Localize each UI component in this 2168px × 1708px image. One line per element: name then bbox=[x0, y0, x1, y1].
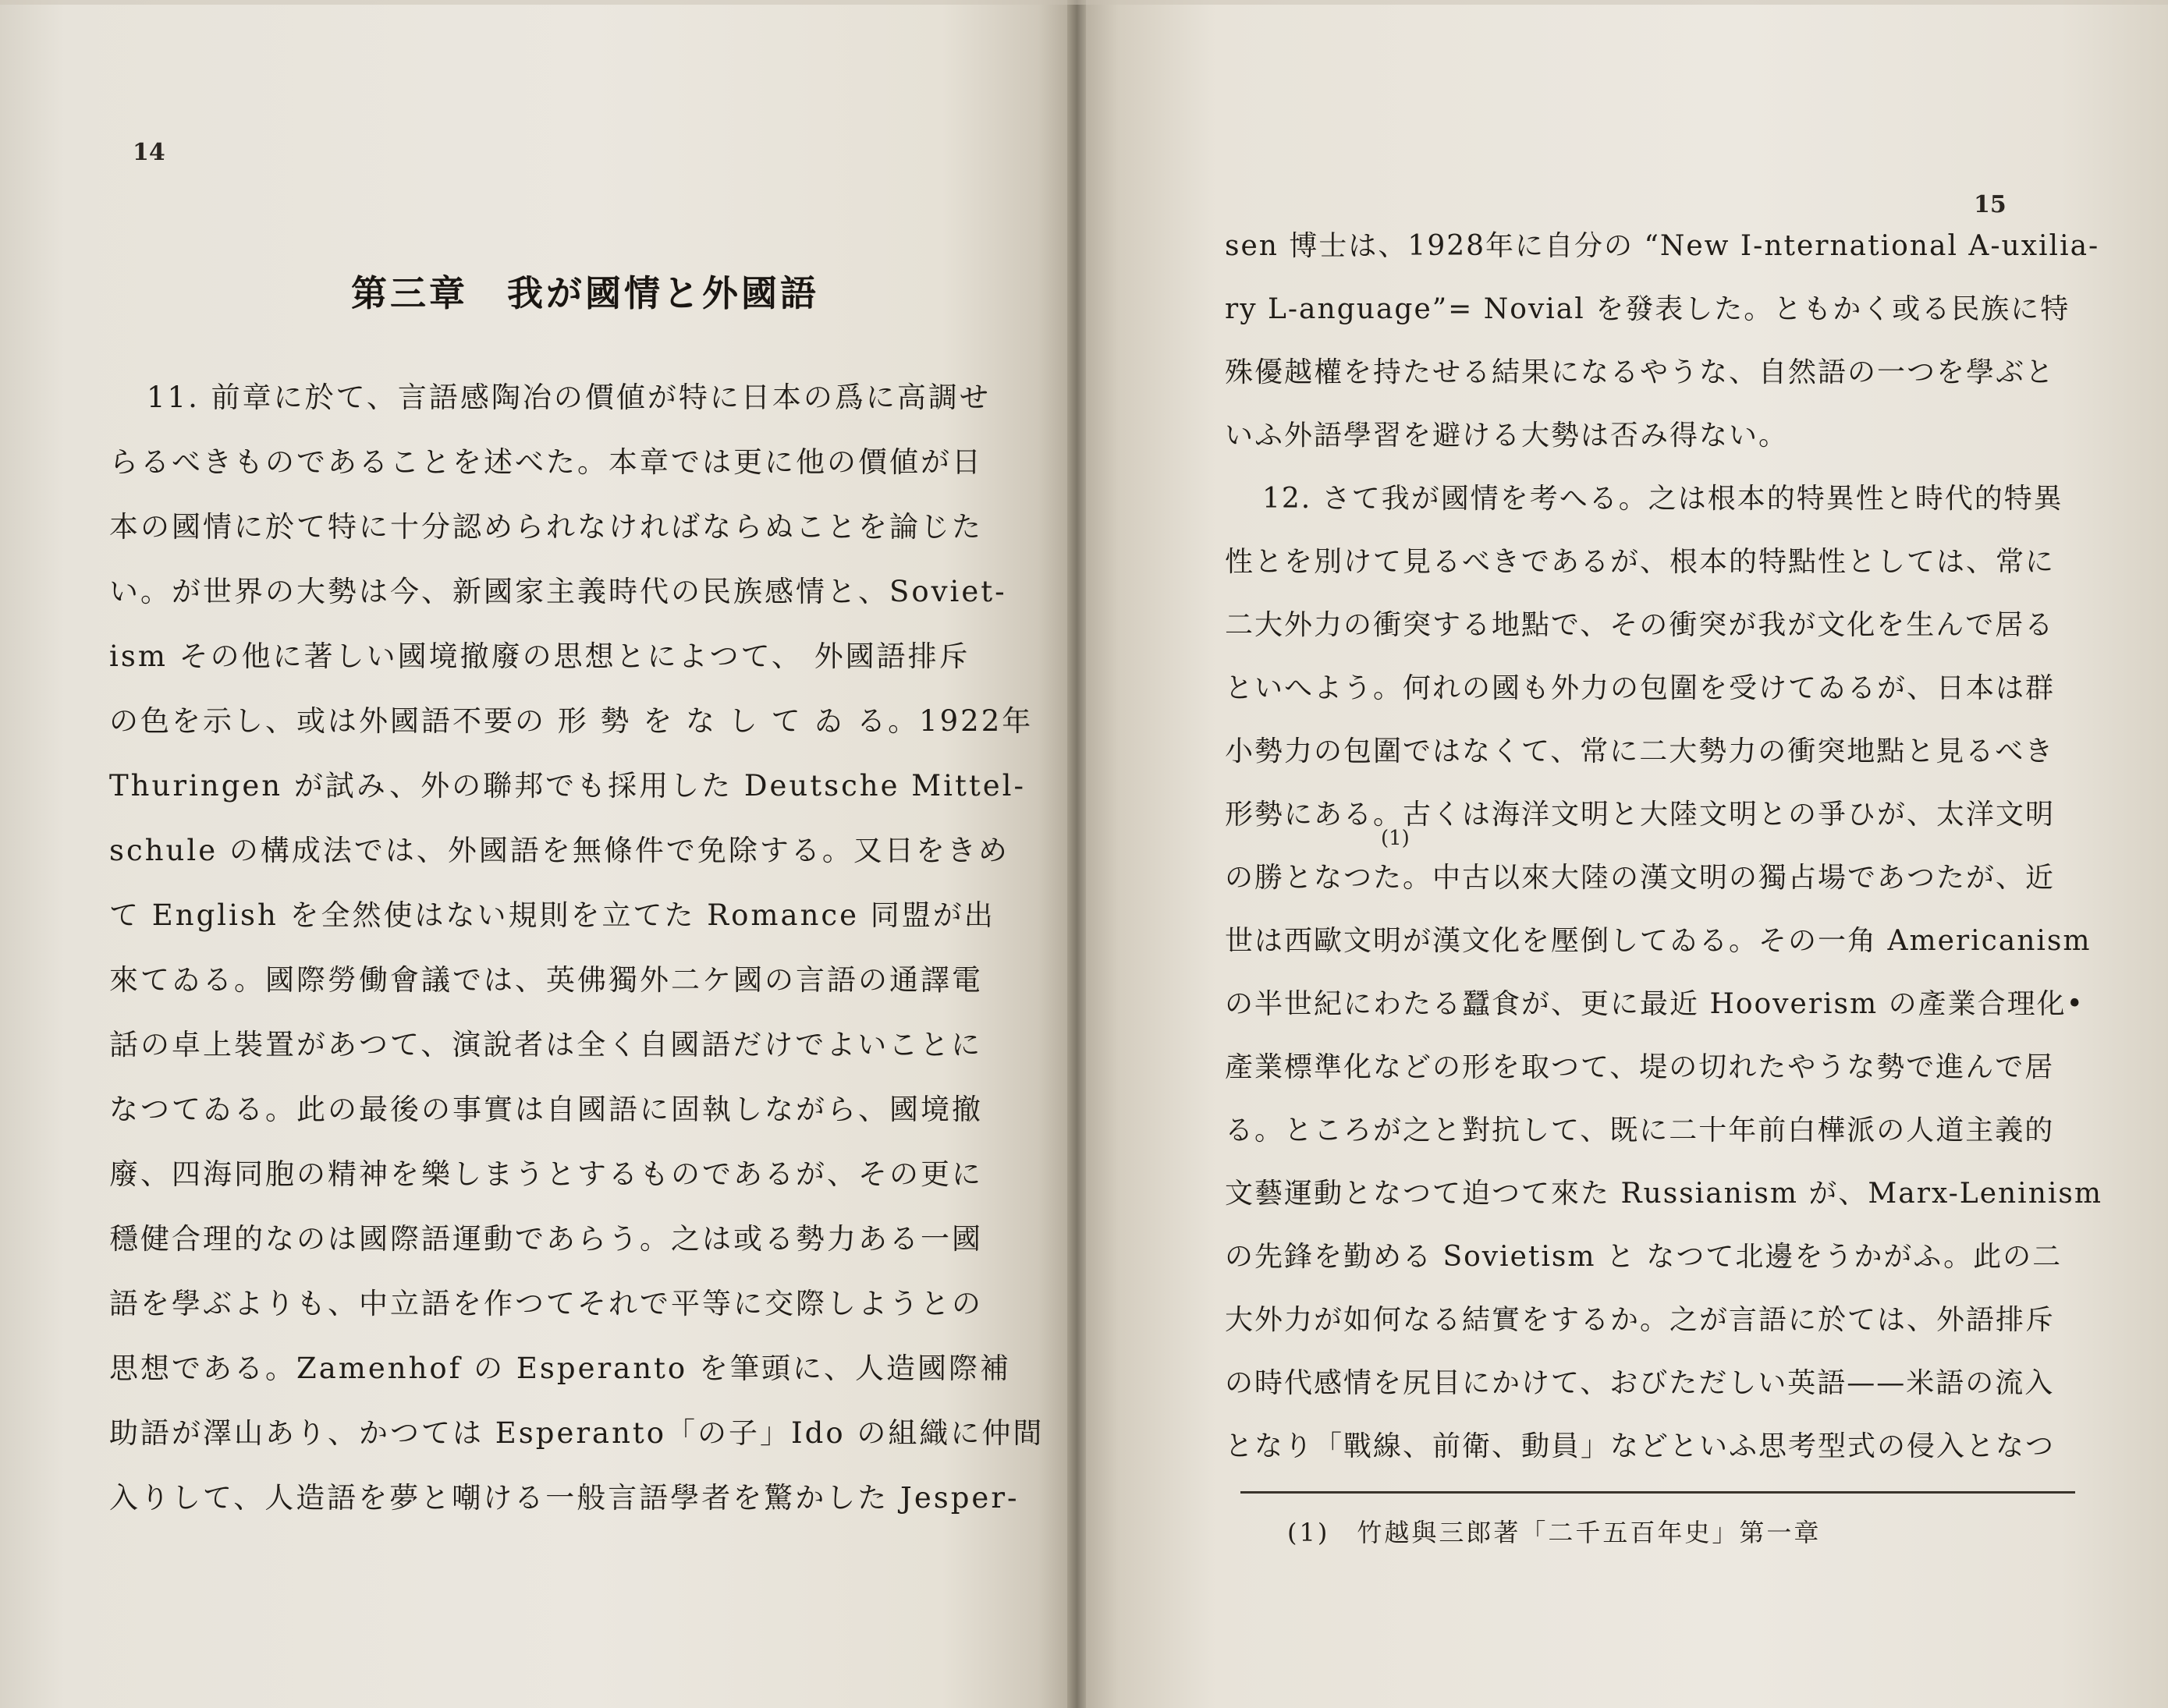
page-number-right: 15 bbox=[1974, 191, 2007, 218]
text-line: schule の構成法では、外國語を無條件で免除する。又日をきめ bbox=[109, 834, 1009, 867]
text-line: 11. 前章に於て、言語感陶冶の價値が特に日本の爲に高調せ bbox=[147, 381, 991, 414]
text-line: 思想である。Zamenhof の Esperanto を筆頭に、人造國際補 bbox=[109, 1352, 1011, 1385]
text-line: て English を全然使はない規則を立てた Romance 同盟が出 bbox=[109, 898, 995, 932]
text-line: となり「戰線、前衛、動員」などといふ思考型式の侵入となつ bbox=[1225, 1430, 2056, 1462]
text-line: の色を示し、或は外國語不要の 形 勢 を な し て ゐ る。1922年 bbox=[109, 704, 1034, 738]
text-line: 本の國情に於て特に十分認められなければならぬことを論じた bbox=[109, 510, 983, 544]
text-line: の半世紀にわたる蠶食が、更に最近 Hooverism の產業合理化• bbox=[1225, 988, 2085, 1020]
text-line: Thuringen が試み、外の聯邦でも採用した Deutsche Mittel- bbox=[109, 769, 1026, 803]
text-line: 產業標準化などの形を取つて、堤の切れたやうな勢で進んで居 bbox=[1225, 1051, 2055, 1083]
text-line: い。が世界の大勢は今、新國家主義時代の民族感情と、Soviet- bbox=[109, 575, 1007, 608]
text-line: 語を學ぶよりも、中立語を作つてそれで平等に交際しようとの bbox=[109, 1287, 983, 1320]
text-line: 性とを別けて見るべきであるが、根本的特點性としては、常に bbox=[1225, 546, 2056, 578]
footnote-reference-mark: (1) bbox=[1381, 827, 1410, 850]
text-line: 大外力が如何なる結實をするか。之が言語に於ては、外語排斥 bbox=[1225, 1304, 2056, 1336]
text-line: の先鋒を勤める Sovietism と なつて北邊をうかがふ。此の二 bbox=[1225, 1241, 2063, 1273]
chapter-title: 第三章 我が國情と外國語 bbox=[351, 272, 819, 314]
text-line: 12. さて我が國情を考へる。之は根本的特異性と時代的特異 bbox=[1262, 483, 2063, 515]
text-line: 小勢力の包圍ではなくて、常に二大勢力の衝突地點と見るべき bbox=[1225, 735, 2055, 767]
text-line: といへよう。何れの國も外力の包圍を受けてゐるが、日本は群 bbox=[1225, 672, 2056, 704]
page-number-left: 14 bbox=[133, 139, 165, 166]
text-line: 文藝運動となつて迫つて來た Russianism が、Marx-Leninism bbox=[1225, 1178, 2103, 1210]
text-line: の時代感情を尻目にかけて、おびただしい英語——米語の流入 bbox=[1225, 1367, 2055, 1399]
page-edge-shadow bbox=[0, 0, 2168, 5]
text-line: 二大外力の衝突する地點で、その衝突が我が文化を生んで居る bbox=[1225, 609, 2055, 641]
right-page-body bbox=[1225, 214, 2103, 1478]
text-line: 入りして、人造語を夢と嘲ける一般言語學者を驚かした Jesper- bbox=[109, 1481, 1020, 1515]
left-page-body bbox=[109, 365, 1045, 1530]
text-line: 穩健合理的なのは國際語運動であらう。之は或る勢力ある一國 bbox=[109, 1222, 983, 1256]
text-line: ism その他に著しい國境撤廢の思想とによつて、 外國語排斥 bbox=[109, 640, 970, 673]
text-line: 形勢にある。古くは海洋文明と大陸文明との爭ひが、太洋文明 bbox=[1225, 799, 2056, 831]
text-line: ry L-anguage”= Novial を發表した。ともかく或る民族に特 bbox=[1225, 293, 2070, 325]
text-line: いふ外語學習を避ける大勢は否み得ない。 bbox=[1225, 420, 1789, 452]
left-page bbox=[0, 0, 1070, 1708]
text-line: 助語が澤山あり、かつては Esperanto「の子」Ido の組織に仲間 bbox=[109, 1416, 1045, 1450]
text-line: 來てゐる。國際勞働會議では、英佛獨外二ケ國の言語の通譯電 bbox=[109, 963, 983, 997]
text-line: 殊優越權を持たせる結果になるやうな、自然語の一つを學ぶと bbox=[1225, 356, 2056, 388]
text-line: 廢、四海同胞の精神を樂しまうとするものであるが、その更に bbox=[109, 1157, 983, 1191]
footnote: (1) 竹越與三郎著「二千五百年史」第一章 bbox=[1287, 1518, 1822, 1547]
footnote-divider bbox=[1240, 1491, 2075, 1494]
text-line: 世は西歐文明が漢文化を壓倒してゐる。その一角 Americanism bbox=[1225, 925, 2092, 957]
text-line: の勝となつた。中古以來大陸の漢文明の獨占場であつたが、近 bbox=[1225, 862, 2056, 894]
text-line: sen 博士は、1928年に自分の “New I-nternational A-uxilia- bbox=[1225, 230, 2100, 262]
text-line: 話の卓上裝置があつて、演說者は全く自國語だけでよいことに bbox=[109, 1028, 983, 1061]
text-line: なつてゐる。此の最後の事實は自國語に固執しながら、國境撤 bbox=[109, 1093, 983, 1126]
text-line: る。ところが之と對抗して、既に二十年前白樺派の人道主義的 bbox=[1225, 1114, 2055, 1146]
text-line: らるべきものであることを述べた。本章では更に他の價値が日 bbox=[109, 445, 983, 479]
